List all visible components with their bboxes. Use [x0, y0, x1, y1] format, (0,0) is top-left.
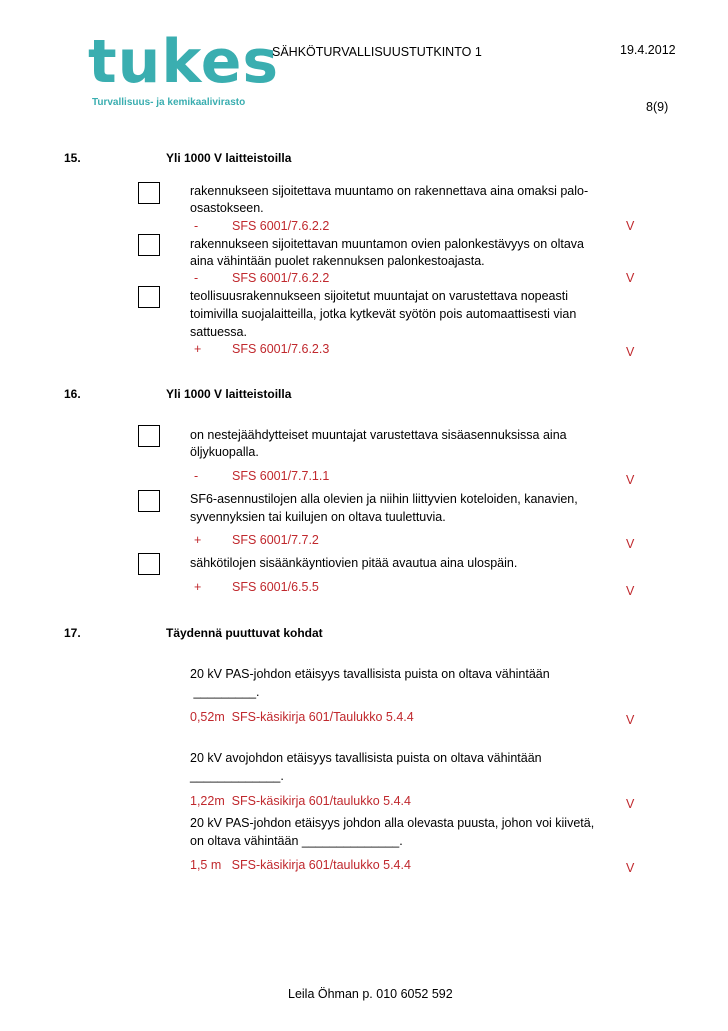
question-16-item-1-reference: SFS 6001/7.7.1.1 [232, 469, 330, 483]
question-17-item-1-mark: V [626, 713, 635, 727]
question-16-checkbox-1[interactable] [138, 425, 160, 447]
question-16-item-3-sign: + [194, 580, 202, 594]
question-17-item-1-line-1: 20 kV PAS-johdon etäisyys tavallisista puista on oltava vähintään [190, 667, 550, 681]
question-15-item-2-sign: - [194, 271, 199, 285]
question-16-checkbox-3[interactable] [138, 553, 160, 575]
question-15-checkbox-2[interactable] [138, 234, 160, 256]
question-15-item-1-line-2: osastokseen. [190, 201, 264, 215]
question-17-item-3-line-1: 20 kV PAS-johdon etäisyys johdon alla olevasta puusta, johon voi kiivetä, [190, 816, 595, 830]
question-15-item-2-reference: SFS 6001/7.6.2.2 [232, 271, 330, 285]
question-15-checkbox-3[interactable] [138, 286, 160, 308]
question-15-number: 15. [64, 151, 81, 165]
question-15-item-3-reference: SFS 6001/7.6.2.3 [232, 342, 330, 356]
question-15-item-2-line-2: aina vähintään puolet rakennuksen palonkestoajasta. [190, 254, 485, 268]
question-17-item-2-mark: V [626, 797, 635, 811]
question-16-item-3-mark: V [626, 584, 635, 598]
question-15-item-2-mark: V [626, 271, 635, 285]
question-16-item-1-mark: V [626, 473, 635, 487]
question-16-item-1-line-1: on nestejäähdytteiset muuntajat varustettava sisäasennuksissa aina [190, 428, 567, 442]
footer-contact: Leila Öhman p. 010 6052 592 [288, 987, 453, 1001]
question-16-item-3-line-1: sähkötilojen sisäänkäyntiovien pitää avautua aina ulospäin. [190, 556, 518, 570]
question-15-checkbox-1[interactable] [138, 182, 160, 204]
question-17-item-3-mark: V [626, 861, 635, 875]
question-16-item-1-line-2: öljykuopalla. [190, 445, 259, 459]
question-15-item-3-mark: V [626, 345, 635, 359]
question-16-item-2-sign: + [194, 533, 202, 547]
question-15-item-3-line-3: sattuessa. [190, 325, 247, 339]
question-17-item-3-line-2: on oltava vähintään ______________. [190, 834, 403, 848]
document-title: SÄHKÖTURVALLISUUSTUTKINTO 1 [272, 45, 482, 59]
question-17-item-1-line-2: _________. [190, 685, 260, 699]
question-17-item-2-line-1: 20 kV avojohdon etäisyys tavallisista puista on oltava vähintään [190, 751, 542, 765]
document-date: 19.4.2012 [620, 43, 676, 57]
question-17-number: 17. [64, 626, 81, 640]
question-15-item-1-reference: SFS 6001/7.6.2.2 [232, 219, 330, 233]
question-16-number: 16. [64, 387, 81, 401]
question-15-item-3-line-2: toimivilla suojalaitteilla, jotka kytkevät syötön pois automaattisesti vian [190, 307, 577, 321]
question-16-item-2-mark: V [626, 537, 635, 551]
question-17-item-3-answer: 1,5 m SFS-käsikirja 601/taulukko 5.4.4 [190, 858, 411, 872]
question-15-item-3-sign: + [194, 342, 202, 356]
logo-wordmark: tukes [88, 27, 280, 97]
question-16-title: Yli 1000 V laitteistoilla [166, 387, 292, 401]
question-15-item-2-line-1: rakennukseen sijoitettavan muuntamon ovien palonkestävyys on oltava [190, 237, 584, 251]
question-16-checkbox-2[interactable] [138, 490, 160, 512]
question-17-item-1-answer: 0,52m SFS-käsikirja 601/Taulukko 5.4.4 [190, 710, 414, 724]
logo-subtitle: Turvallisuus- ja kemikaalivirasto [92, 97, 246, 108]
question-16-item-2-line-2: syvennyksien tai kuilujen on oltava tuulettuvia. [190, 510, 446, 524]
question-16-item-2-line-1: SF6-asennustilojen alla olevien ja niihin liittyvien koteloiden, kanavien, [190, 492, 578, 506]
page-number: 8(9) [646, 100, 669, 114]
question-15-item-1-sign: - [194, 219, 199, 233]
question-17-item-2-answer: 1,22m SFS-käsikirja 601/taulukko 5.4.4 [190, 794, 411, 808]
tukes-logo [88, 27, 280, 112]
question-16-item-1-sign: - [194, 469, 199, 483]
question-15-title: Yli 1000 V laitteistoilla [166, 151, 292, 165]
question-16-item-2-reference: SFS 6001/7.7.2 [232, 533, 319, 547]
question-15-item-1-mark: V [626, 219, 635, 233]
question-15-item-3-line-1: teollisuusrakennukseen sijoitetut muuntajat on varustettava nopeasti [190, 289, 569, 303]
question-17-item-2-line-2: _____________. [190, 769, 284, 783]
question-15-item-1-line-1: rakennukseen sijoitettava muuntamo on rakennettava aina omaksi palo- [190, 184, 589, 198]
question-17-title: Täydennä puuttuvat kohdat [166, 626, 323, 640]
question-16-item-3-reference: SFS 6001/6.5.5 [232, 580, 319, 594]
